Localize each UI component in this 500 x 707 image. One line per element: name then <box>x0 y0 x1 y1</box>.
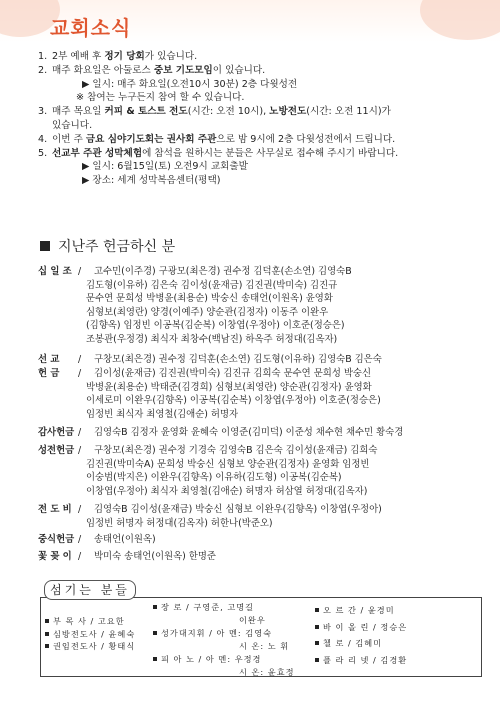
news-text <box>52 133 493 147</box>
news-text-part: 이번 주 <box>52 133 86 145</box>
bullet-icon <box>153 605 157 609</box>
offering-name-list: 고수민(이주경) 구광모(최은경) 권수정 김덕훈(손소연) 김영숙B <box>94 266 352 277</box>
servant-entry <box>45 615 135 628</box>
news-number: 4. <box>38 133 48 145</box>
offering-names <box>78 533 483 547</box>
news-emphasis: 정기 당회 <box>104 51 145 62</box>
offering-line <box>78 533 483 547</box>
news-text <box>52 105 493 119</box>
offering-line <box>86 517 483 531</box>
offering-name-list: 문수연 문희성 박병윤(최용순) 박숭신 송태언(이원옥) 윤영화 <box>86 293 333 305</box>
offering-line <box>86 319 483 333</box>
bullet-icon <box>153 657 157 661</box>
offering-category <box>38 353 483 367</box>
offering-name-list: 김도형(이유하) 김은숙 김이성(윤재금) 김진권(박미숙) 김진규 <box>86 279 338 291</box>
servant-group <box>153 627 295 652</box>
servant-entry <box>153 601 295 614</box>
bullet-icon <box>315 658 319 662</box>
servant-entry <box>45 628 135 641</box>
offering-label: 헌 금 <box>38 368 60 379</box>
news-item <box>38 147 493 188</box>
offering-name-list: 이세로미 이완우(김향옥) 이공복(김순복) 이창엽(우정아) 이호준(정승은) <box>86 395 381 407</box>
offering-line <box>86 394 483 408</box>
news-number: 3. <box>38 106 48 118</box>
square-bullet-icon <box>40 241 50 251</box>
offering-category <box>38 533 483 547</box>
bullet-icon <box>45 644 49 648</box>
servant-entry <box>315 621 407 634</box>
bullet-icon <box>45 619 49 623</box>
offering-line <box>78 426 483 440</box>
offering-name-list: 임정빈 최식자 최영철(김애순) 허명자 <box>86 408 239 420</box>
offering-line <box>78 353 483 367</box>
offering-line <box>78 367 483 381</box>
servant-text: 오 르 간 / 윤경미 <box>323 605 395 615</box>
servant-entry <box>153 640 295 653</box>
slash-separator: / <box>78 504 82 515</box>
offering-category <box>38 367 483 421</box>
offering-names <box>78 353 483 367</box>
offering-names <box>78 265 483 347</box>
news-text-part: 매주 화요일은 아둘로스 <box>52 64 154 76</box>
offering-line <box>86 408 483 422</box>
offering-name-list: 심형보(최영란) 양경(이예주) 양순관(김정자) 이동주 이완우 <box>86 306 329 318</box>
bullet-icon <box>45 632 49 636</box>
slash-separator: / <box>78 266 82 277</box>
servant-name: 시 온: 윤효정 <box>239 666 295 677</box>
news-detail: ▶ 일시: 매주 화요일(오전10시 30분) 2층 다윗성전 <box>82 78 298 90</box>
servant-text: 부 목 사 / 고요한 <box>53 616 125 626</box>
offering-names <box>78 367 483 421</box>
page-title: 교회소식 <box>50 16 132 40</box>
news-detail: ▶ 장소: 세계 성막복음센터(평택) <box>82 175 221 187</box>
news-emphasis: 커피 & 토스트 전도 <box>104 106 188 118</box>
offering-name-list: 송태언(이원옥) <box>94 534 156 545</box>
servant-role: 성가대지휘 / <box>161 628 217 638</box>
offering-name-list: (김향옥) 임정빈 이공복(김순복) 이창엽(우정아) 이호준(정승은) <box>86 320 345 332</box>
servant-name: 아 멘: 우정경 <box>205 654 262 664</box>
offering-name-list: 임정빈 허명자 허정대(김옥자) 허한나(박준오) <box>86 517 273 529</box>
offering-name-list: 김영숙B 김이성(윤재금) 박숭신 심형보 이완우(김향옥) 이창엽(우정아) <box>94 504 382 515</box>
offering-name-list: 이창엽(우정아) 최식자 최영철(김애순) 허명자 허삼열 허정대(김옥자) <box>86 485 368 497</box>
servant-entry <box>153 653 295 666</box>
servant-entry <box>153 627 295 640</box>
news-text-part: 2부 예배 후 <box>52 51 105 62</box>
servants-column-1 <box>45 615 135 653</box>
offering-name-list: 김영숙B 김정자 윤영화 윤혜숙 이영준(김미덕) 이준성 채수현 채수민 황숙경 <box>94 427 404 438</box>
news-number: 2. <box>38 64 48 76</box>
servant-text: 권임전도사 / 황태식 <box>53 641 136 651</box>
news-text-continued: 있습니다. <box>52 119 93 131</box>
news-emphasis: 선교부 주관 성막체험 <box>52 147 143 159</box>
offering-names <box>78 426 483 440</box>
news-number: 5. <box>38 147 48 159</box>
offering-name-list: 김이성(윤재금) 김진권(박미숙) 김진규 김희숙 문수연 문희성 박숭신 <box>94 368 372 379</box>
slash-separator: / <box>78 354 82 365</box>
offering-line <box>78 444 483 458</box>
offering-label: 감사헌금 <box>38 427 75 438</box>
slash-separator: / <box>78 427 82 438</box>
slash-separator: / <box>78 368 82 379</box>
offering-line <box>78 503 483 517</box>
news-text-part: 에 참석을 원하시는 분들은 사무실로 접수해 주시기 바랍니다. <box>142 147 399 159</box>
offering-label: 중식헌금 <box>38 534 75 545</box>
servant-role: 피 아 노 / <box>161 654 206 664</box>
offering-category <box>38 550 483 564</box>
servant-name: 이완우 <box>239 614 266 625</box>
bullet-icon <box>153 631 157 635</box>
offering-line <box>86 292 483 306</box>
offering-line <box>86 333 483 347</box>
servant-name: 구영준, 고명길 <box>193 602 255 612</box>
servant-entry <box>315 637 407 650</box>
offering-name-list: 구창모(최은경) 권수정 김덕훈(손소연) 김도형(이유하) 김영숙B 김은숙 <box>94 354 382 365</box>
servant-text: 바 이 올 린 / 정승은 <box>323 621 408 632</box>
offering-line <box>86 306 483 320</box>
news-emphasis: 노방전도 <box>269 106 307 118</box>
news-item <box>38 105 493 133</box>
news-text-part: (시간: 오전 11시)가 <box>306 106 391 118</box>
servant-group <box>153 601 295 626</box>
offering-label: 선 교 <box>38 354 60 365</box>
offering-names <box>78 444 483 498</box>
news-text <box>52 64 493 78</box>
offering-line <box>86 381 483 395</box>
offering-label: 성전헌금 <box>38 445 75 456</box>
offering-line <box>86 485 483 499</box>
servants-column-3 <box>315 604 407 670</box>
offering-names <box>78 550 483 564</box>
news-emphasis: 중보 기도모임 <box>153 64 213 76</box>
offering-name-list: 이숭범(박지은) 이완우(김향옥) 이유하(김도형) 이공복(김순복) <box>86 472 342 484</box>
slash-separator: / <box>78 445 82 456</box>
news-text-part: 이 있습니다. <box>212 64 266 76</box>
bullet-icon <box>315 641 319 645</box>
offering-names <box>78 503 483 530</box>
church-news-list <box>38 50 493 188</box>
offering-name-list: 구창모(최은경) 권수정 기경숙 김영숙B 김은숙 김이성(윤재금) 김희숙 <box>94 445 378 456</box>
offering-name-list: 박미숙 송태언(이원옥) 한명준 <box>94 551 216 562</box>
news-text <box>52 50 493 64</box>
servant-entry <box>315 654 407 667</box>
slash-separator: / <box>78 534 82 545</box>
news-emphasis: 금요 심야기도회는 권사회 주관 <box>85 133 217 145</box>
offering-line <box>86 458 483 472</box>
offering-name-list: 조봉관(우정경) 최식자 최창수(백남진) 하옥주 허정대(김옥자) <box>86 333 338 345</box>
news-item <box>38 64 493 105</box>
slash-separator: / <box>78 551 82 562</box>
servants-box <box>40 597 482 677</box>
offering-label: 꽃 꽂 이 <box>38 551 72 562</box>
offering-line <box>86 471 483 485</box>
offering-line <box>86 279 483 293</box>
servant-entry <box>45 640 135 653</box>
servant-entry <box>153 666 295 679</box>
news-text-part: 매주 목요일 <box>52 106 105 118</box>
offering-label: 전 도 비 <box>38 504 72 515</box>
news-number: 1. <box>38 51 48 62</box>
news-item <box>38 133 493 147</box>
news-text-part: 가 있습니다. <box>144 51 198 62</box>
offering-category <box>38 426 483 440</box>
offering-line <box>78 265 483 279</box>
servant-name: 시 온: 노 휘 <box>239 640 290 651</box>
servant-name: 아 멘: 김영숙 <box>216 628 273 638</box>
servant-entry <box>315 604 407 617</box>
offering-category <box>38 265 483 347</box>
servant-role: 장 로 / <box>161 602 194 612</box>
servant-group <box>153 653 295 678</box>
offering-name-list: 박병윤(최용순) 박태준(김경희) 심형보(최영란) 양순관(김정자) 윤영화 <box>86 381 372 393</box>
offering-label: 십 일 조 <box>38 266 72 277</box>
servants-column-2 <box>153 601 295 679</box>
bullet-icon <box>315 608 319 612</box>
offering-section-heading: 지난주 헌금하신 분 <box>40 236 175 256</box>
servant-text: 심방전도사 / 윤혜숙 <box>53 628 136 639</box>
servant-text: 첼 로 / 김혜미 <box>323 638 383 648</box>
news-text-part: 으로 밤 9시에 2층 다윗성전에서 드립니다. <box>216 133 396 145</box>
servant-entry <box>153 614 295 627</box>
news-note: ※ 참여는 누구든지 참여 할 수 있습니다. <box>76 92 245 104</box>
servants-heading: 섬기는 분들 <box>44 580 136 600</box>
offering-category <box>38 503 483 530</box>
news-text-part: (시간: 오전 10시), <box>187 106 270 118</box>
offering-category <box>38 444 483 498</box>
news-item <box>38 50 493 64</box>
offering-line <box>78 550 483 564</box>
offering-name-list: 김진권(박미숙A) 문희성 박숭신 심형보 양순관(김정자) 윤영화 임정빈 <box>86 458 370 470</box>
news-detail: ▶ 일시: 6월15일(토) 오전9시 교회출발 <box>82 161 248 173</box>
bullet-icon <box>315 625 319 629</box>
news-text <box>52 147 493 161</box>
servant-text: 플 라 리 넷 / 김경환 <box>323 654 408 665</box>
